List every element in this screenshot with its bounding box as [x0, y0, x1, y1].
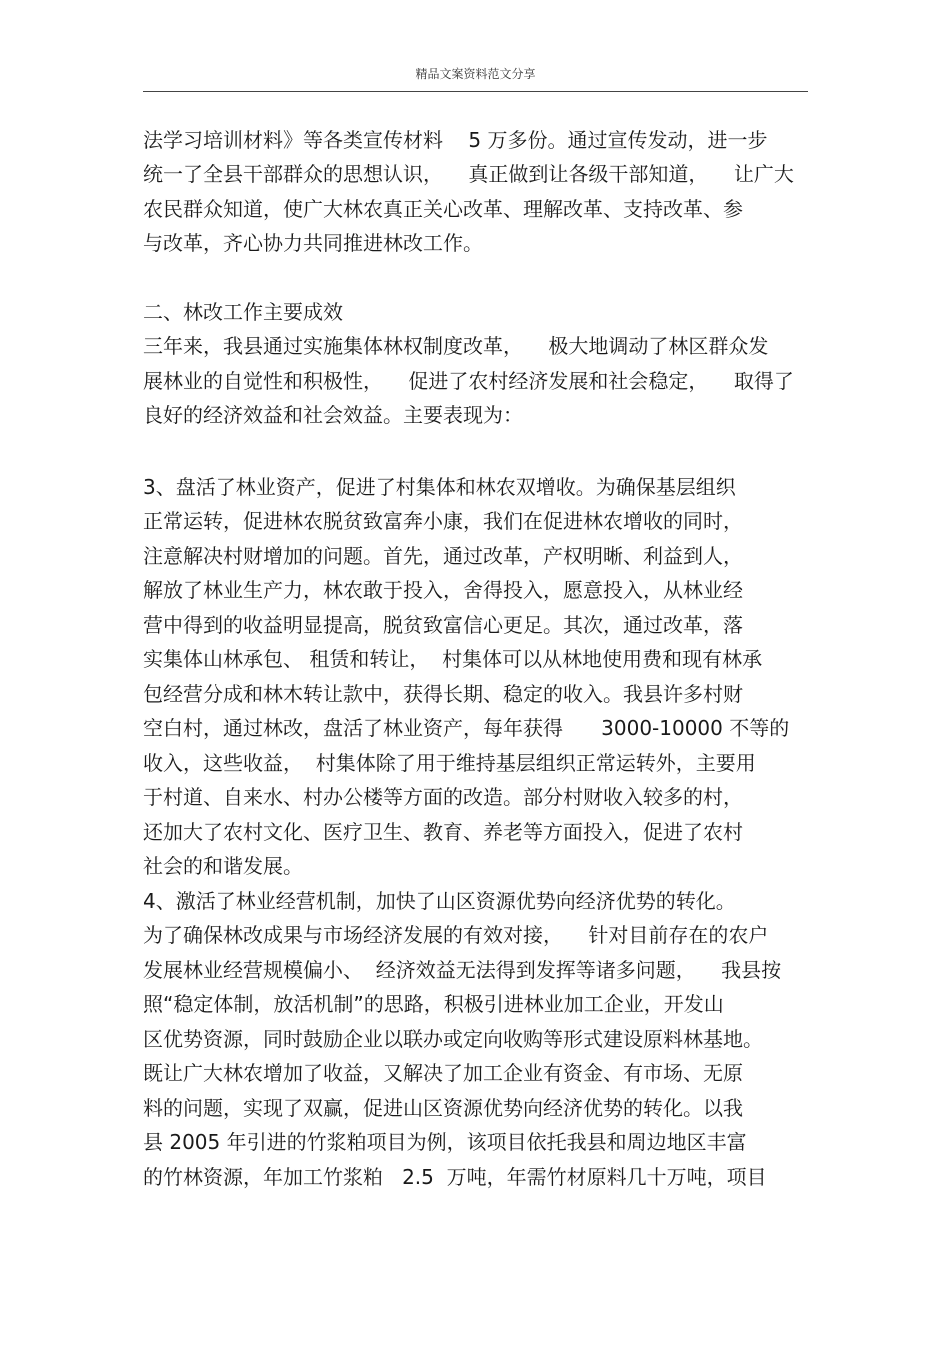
- text-line: 空白村，通过林改，盘活了林业资产，每年获得 3000-10000 不等的: [143, 716, 790, 740]
- text-line: 展林业的自觉性和积极性， 促进了农村经济发展和社会稳定， 取得了: [143, 369, 794, 393]
- text-line: 还加大了农村文化、医疗卫生、教育、养老等方面投入，促进了农村: [143, 820, 743, 844]
- text-line: 包经营分成和林木转让款中，获得长期、稳定的收入。我县许多村财: [143, 682, 743, 706]
- text-line: 三年来，我县通过实施集体林权制度改革， 极大地调动了林区群众发: [143, 334, 769, 358]
- header-divider: [143, 91, 808, 92]
- text-line: 解放了林业生产力，林农敢于投入，舍得投入，愿意投入，从林业经: [143, 578, 743, 602]
- text-line: 正常运转，促进林农脱贫致富奔小康，我们在促进林农增收的同时，: [143, 509, 743, 533]
- text-line: 4、激活了林业经营机制，加快了山区资源优势向经济优势的转化。: [143, 889, 736, 913]
- text-line: 农民群众知道，使广大林农真正关心改革、理解改革、支持改革、参: [143, 197, 743, 221]
- text-line: 既让广大林农增加了收益，又解决了加工企业有资金、有市场、无原: [143, 1061, 743, 1085]
- text-line: 统一了全县干部群众的思想认识， 真正做到让各级干部知道， 让广大: [143, 162, 794, 186]
- page-header: 精品文案资料范文分享: [415, 67, 536, 81]
- text-line: 照“稳定体制，放活机制”的思路，积极引进林业加工企业，开发山: [143, 992, 724, 1016]
- section-heading: 二、林改工作主要成效: [143, 300, 343, 324]
- text-line: 于村道、自来水、村办公楼等方面的改造。部分村财收入较多的村，: [143, 785, 743, 809]
- text-line: 县 2005 年引进的竹浆粕项目为例，该项目依托我县和周边地区丰富: [143, 1130, 747, 1154]
- text-line: 为了确保林改成果与市场经济发展的有效对接， 针对目前存在的农户: [143, 923, 769, 947]
- text-line: 3、盘活了林业资产，促进了村集体和林农双增收。为确保基层组织: [143, 475, 736, 499]
- text-line: 良好的经济效益和社会效益。主要表现为：: [143, 403, 523, 427]
- text-line: 发展林业经营规模偏小、 经济效益无法得到发挥等诸多问题， 我县按: [143, 958, 782, 982]
- text-line: 的竹林资源，年加工竹浆粕 2.5 万吨，年需竹材原料几十万吨，项目: [143, 1165, 767, 1189]
- text-line: 营中得到的收益明显提高，脱贫致富信心更足。其次，通过改革，落: [143, 613, 743, 637]
- text-line: 注意解决村财增加的问题。首先，通过改革，产权明晰、利益到人，: [143, 544, 743, 568]
- text-line: 与改革，齐心协力共同推进林改工作。: [143, 231, 483, 255]
- text-line: 区优势资源，同时鼓励企业以联办或定向收购等形式建设原料林基地。: [143, 1027, 763, 1051]
- text-line: 法学习培训材料》等各类宣传材料 5 万多份。通过宣传发动，进一步: [143, 128, 768, 152]
- text-line: 收入，这些收益， 村集体除了用于维持基层组织正常运转外，主要用: [143, 751, 756, 775]
- text-line: 实集体山林承包、 租赁和转让， 村集体可以从林地使用费和现有林承: [143, 647, 763, 671]
- text-line: 料的问题，实现了双赢，促进山区资源优势向经济优势的转化。以我: [143, 1096, 743, 1120]
- text-line: 社会的和谐发展。: [143, 854, 303, 878]
